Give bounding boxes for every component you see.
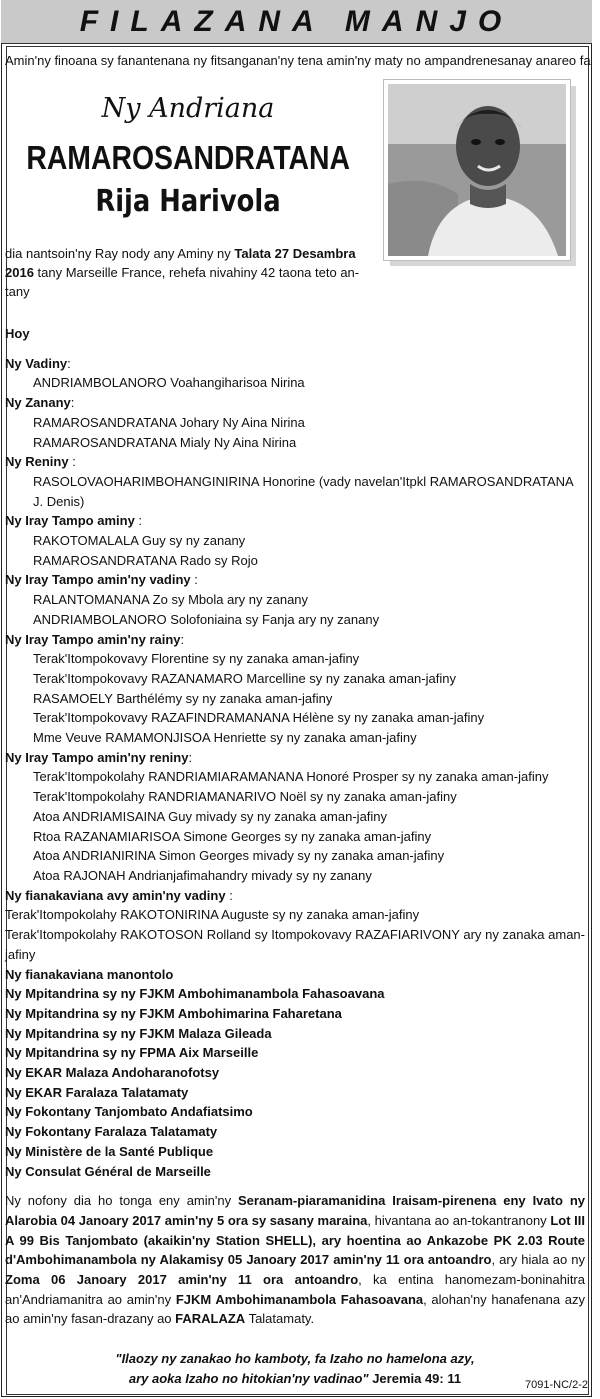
quote-line-2: ary aoka Izaho no hitokian'ny vadinao" Jeremia 49: 11 bbox=[128, 1371, 462, 1386]
organization-item: Ny Mpitandrina sy ny FJKM Ambohimarina Faharetana bbox=[5, 1005, 342, 1021]
intro-text: Amin'ny finoana sy fanantenana ny fitsanganan'ny tena amin'ny maty no ampandrenesanay anareo fa bbox=[5, 53, 591, 68]
fianakaviana-vadiny-heading: Ny fianakaviana avy amin'ny vadiny : bbox=[5, 887, 233, 903]
organization-item: Ny Fokontany Faralaza Talatamaty bbox=[5, 1124, 218, 1140]
list-item: Atoa ANDRIAMISAINA Guy mivady sy ny zanaka aman-jafiny bbox=[33, 808, 388, 824]
list-item: Atoa RAJONAH Andrianjafimahandry mivady sy ny zanany bbox=[33, 867, 372, 883]
notice-content bbox=[5, 324, 585, 1329]
organization-item: Ny Mpitandrina sy ny FPMA Aix Marseille bbox=[5, 1045, 259, 1061]
organization-item: Ny EKAR Malaza Andoharanofotsy bbox=[5, 1065, 220, 1081]
list-item: Terak'Itompokolahy RAKOTONIRINA Auguste sy ny zanaka aman-jafiny bbox=[5, 907, 420, 923]
ad-reference: 7091-NC/2-2 bbox=[525, 1379, 588, 1391]
reniny-heading: Ny Reniny : bbox=[5, 454, 76, 470]
quote-line-1: "Ilaozy ny zanakao ho kamboty, fa Izaho no hamelona azy, bbox=[115, 1351, 475, 1366]
deceased-given-names: Rija Harivola bbox=[95, 184, 281, 219]
list-item: RAMAROSANDRATANA Rado sy Rojo bbox=[33, 552, 258, 568]
death-text-post: tany Marseille France, rehefa nivahiny 42 taona teto an-tany bbox=[5, 265, 360, 299]
portrait-illustration bbox=[388, 84, 566, 256]
portrait-photo bbox=[384, 80, 578, 268]
list-item: RAKOTOMALALA Guy sy ny zanany bbox=[33, 533, 246, 549]
list-item: Terak'Itompokolahy RAKOTOSON Rolland sy Itompokovavy RAZAFIARIVONY ary ny zanaka aman-jafiny bbox=[5, 927, 585, 962]
iray-tampo-reniny-heading: Ny Iray Tampo amin'ny reniny: bbox=[5, 749, 193, 765]
scripture-quote bbox=[0, 1349, 590, 1389]
portrait-image bbox=[384, 80, 570, 260]
honorific: Ny Andriana bbox=[101, 93, 275, 124]
list-item: RASOLOVAOHARIMBOHANGINIRINA Honorine (vady navelan'Itpkl RAMAROSANDRATANA J. Denis) bbox=[33, 473, 573, 509]
deceased-surname: RAMAROSANDRATANA bbox=[26, 139, 351, 176]
organization-item: Ny Mpitandrina sy ny FJKM Malaza Gileada bbox=[5, 1025, 272, 1041]
organization-item: Ny Fokontany Tanjombato Andafiatsimo bbox=[5, 1104, 253, 1120]
list-item: Terak'Itompokolahy RANDRIAMANARIVO Noël sy ny zanaka aman-jafiny bbox=[33, 789, 457, 805]
vadiny-heading: Ny Vadiny: bbox=[5, 355, 71, 371]
list-item: Mme Veuve RAMAMONJISOA Henriette sy ny zanaka aman-jafiny bbox=[33, 730, 417, 746]
notice-title: FILAZANA MANJO bbox=[79, 5, 514, 38]
list-item: Terak'Itompokovavy Florentine sy ny zanaka aman-jafiny bbox=[33, 651, 360, 667]
hoy-label: Hoy bbox=[5, 326, 30, 341]
list-item: RAMAROSANDRATANA Johary Ny Aina Nirina bbox=[33, 414, 305, 430]
funeral-details: Ny nofony dia ho tonga eny amin'ny Seranam-piaramanidina Iraisam-pirenena eny Ivato ny Alarobia 04 Janoary 2017 amin'ny 5 ora sy sasany maraina, hivantana ao an-tokantranony Lot III A 99 Bis Tanjombato (akaikin'ny Station SHELL), ary hoentina ao Ankazobe PK 2.03 Route d'Ambohimanambola ny Alakamisy 05 Janoary 2017 amin'ny 11 ora antoandro, ary hiala ao ny Zoma 06 Janoary 2017 amin'ny 11 ora antoandro, ka entina hanomezam-boninahitra an'Andriamanitra ao amin'ny FJKM Ambohimanambola Fahasoavana, alohan'ny hanafenana azy ao amin'ny fasan-drazany ao FARALAZA Talatamaty. bbox=[5, 1193, 586, 1327]
organization-item: Ny Mpitandrina sy ny FJKM Ambohimanambola Fahasoavana bbox=[5, 986, 385, 1002]
iray-tampo-rainy-heading: Ny Iray Tampo amin'ny rainy: bbox=[5, 631, 185, 647]
list-item: Rtoa RAZANAMIARISOA Simone Georges sy ny zanaka aman-jafiny bbox=[33, 828, 432, 844]
list-item: Terak'Itompokolahy RANDRIAMIARAMANANA Honoré Prosper sy ny zanaka aman-jafiny bbox=[33, 769, 549, 785]
organization-item: Ny Ministère de la Santé Publique bbox=[5, 1143, 214, 1159]
iray-tampo-vadiny-heading: Ny Iray Tampo amin'ny vadiny : bbox=[5, 572, 198, 588]
quote-reference: Jeremia 49: 11 bbox=[368, 1371, 462, 1386]
zanany-heading: Ny Zanany: bbox=[5, 395, 75, 411]
death-date: Talata 27 Desambra 2016 bbox=[5, 246, 356, 280]
list-item: Terak'Itompokovavy RAZANAMARO Marcelline sy ny zanaka aman-jafiny bbox=[33, 670, 456, 686]
list-item: ANDRIAMBOLANORO Voahangiharisoa Nirina bbox=[33, 375, 305, 391]
list-item: RALANTOMANANA Zo sy Mbola ary ny zanany bbox=[33, 592, 309, 608]
death-announcement bbox=[5, 244, 377, 301]
list-item: RASAMOELY Barthélémy sy ny zanaka aman-jafiny bbox=[33, 690, 333, 706]
list-item: Terak'Itompokovavy RAZAFINDRAMANANA Hélène sy ny zanaka aman-jafiny bbox=[33, 710, 485, 726]
organization-item: Ny EKAR Faralaza Talatamaty bbox=[5, 1084, 189, 1100]
death-text-pre: dia nantsoin'ny Ray nody any Aminy ny bbox=[5, 246, 235, 261]
organization-item: Ny Consulat Général de Marseille bbox=[5, 1163, 211, 1179]
iray-tampo-heading: Ny Iray Tampo aminy : bbox=[5, 513, 143, 529]
list-item: RAMAROSANDRATANA Mialy Ny Aina Nirina bbox=[33, 434, 297, 450]
list-item: ANDRIAMBOLANORO Solofoniaina sy Fanja ary ny zanany bbox=[33, 611, 380, 627]
list-item: Atoa ANDRIANIRINA Simon Georges mivady sy ny zanaka aman-jafiny bbox=[33, 848, 445, 864]
organization-item: Ny fianakaviana manontolo bbox=[5, 966, 174, 982]
notice-header bbox=[1, 0, 592, 44]
